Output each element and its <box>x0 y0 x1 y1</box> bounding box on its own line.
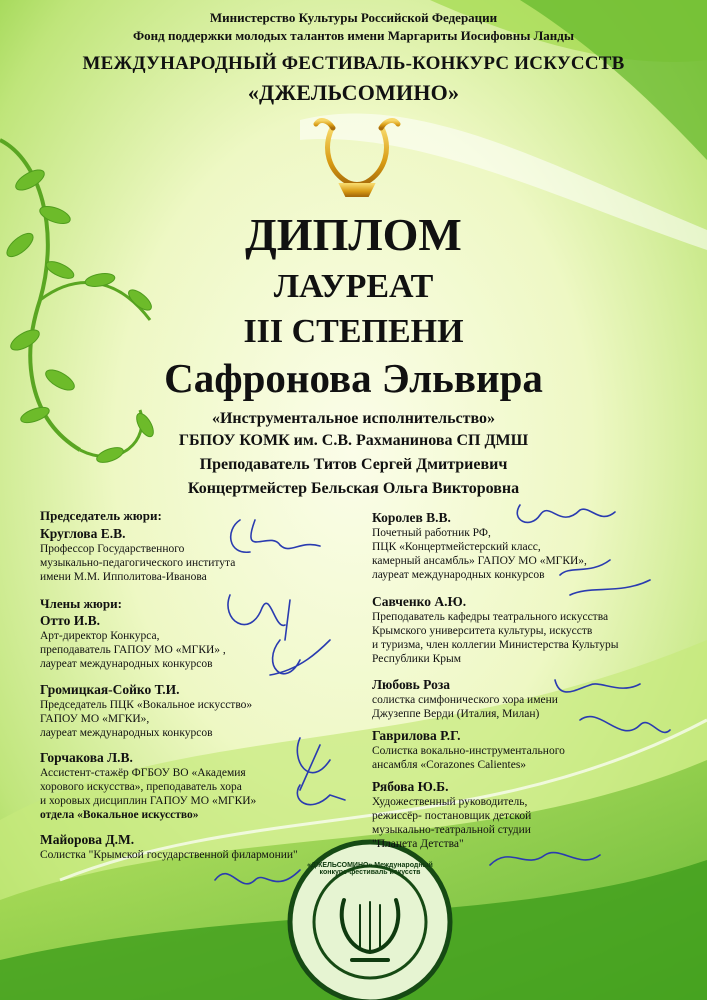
seal-text: «ДЖЕЛЬСОМИНО» Международный конкурс-фестиваль искусств <box>307 862 433 876</box>
jury-member: Гаврилова Р.Г. Солистка вокально-инструментального ансамбля «Corazones Calientes» <box>372 728 692 772</box>
jury-member: Майорова Д.М. Солистка "Крымской государственной филармонии" <box>40 832 370 862</box>
jury-member: Любовь Роза солистка симфонического хора имени Джузеппе Верди (Италия, Милан) <box>372 677 692 721</box>
jury-member-name: Отто И.В. <box>40 613 100 628</box>
jury-member: Громицкая-Сойко Т.И. Председатель ПЦК «Вокальное искусство» ГАПОУ МО «МГКИ», лауреат международных конкурсов <box>40 682 360 740</box>
jury-member-name: Майорова Д.М. <box>40 832 135 847</box>
jury-member-name: Савченко А.Ю. <box>372 594 467 609</box>
accompanist: Концертмейстер Бельская Ольга Викторовна <box>187 480 520 497</box>
foundation-line: Фонд поддержки молодых талантов имени Маргариты Иосифовны Ланды <box>132 28 575 43</box>
jury-member-name: Круглова Е.В. <box>40 526 126 541</box>
jury-member: Королев В.В. Почетный работник РФ, ПЦК «Концертмейстерский класс, камерный ансамбль» ГАПОУ МО «МГКИ», лауреат международных конкурсов <box>372 510 692 582</box>
jury-member: Отто И.В. Арт-директор Конкурса, преподаватель ГАПОУ МО «МГКИ» , лауреат международных конкурсов <box>40 613 360 671</box>
festival-title: МЕЖДУНАРОДНЫЙ ФЕСТИВАЛЬ-КОНКУРС ИСКУССТВ <box>82 53 625 74</box>
jury-members-heading: Члены жюри: <box>40 596 122 611</box>
diploma-title: ДИПЛОМ <box>245 209 462 260</box>
jury-member: Рябова Ю.Б. Художественный руководитель, режиссёр- постановщик детской музыкально-театральной студии "Планета Детства" <box>372 779 692 851</box>
jury-member-name: Гаврилова Р.Г. <box>372 728 461 743</box>
jury-chair-heading: Председатель жюри: <box>40 508 162 523</box>
diploma-degree: III СТЕПЕНИ <box>243 313 464 350</box>
festival-name: «ДЖЕЛЬСОМИНО» <box>247 80 460 105</box>
jury-member-name: Королев В.В. <box>372 510 451 525</box>
jury-member-name: Громицкая-Сойко Т.И. <box>40 682 180 697</box>
ministry-line: Министерство Культуры Российской Федерации <box>209 10 498 25</box>
jury-member: Савченко А.Ю. Преподаватель кафедры театрального искусства Крымского университета культуры, искусств и туризма, член коллегии Министерства Культуры Республики Крым <box>372 594 702 666</box>
jury-member-name: Горчакова Л.В. <box>40 750 133 765</box>
nomination: «Инструментальное исполнительство» <box>211 410 496 427</box>
jury-member-name: Рябова Ю.Б. <box>372 779 449 794</box>
jury-member: Горчакова Л.В. Ассистент-стажёр ФГБОУ ВО «Академия хорового искусства», преподаватель хора и хоровых дисциплин ГАПОУ МО «МГКИ» отдела «Вокальное искусство» <box>40 750 360 822</box>
diploma-rank: ЛАУРЕАТ <box>273 268 434 305</box>
recipient-name: Сафронова Эльвира <box>164 355 543 401</box>
jury-member-name: Любовь Роза <box>372 677 451 692</box>
jury-member: Круглова Е.В. Профессор Государственного музыкально-педагогического института имени М.М. Ипполитова-Иванова <box>40 526 360 584</box>
school: ГБПОУ КОМК им. С.В. Рахманинова СП ДМШ <box>178 432 529 449</box>
teacher: Преподаватель Титов Сергей Дмитриевич <box>199 456 508 473</box>
